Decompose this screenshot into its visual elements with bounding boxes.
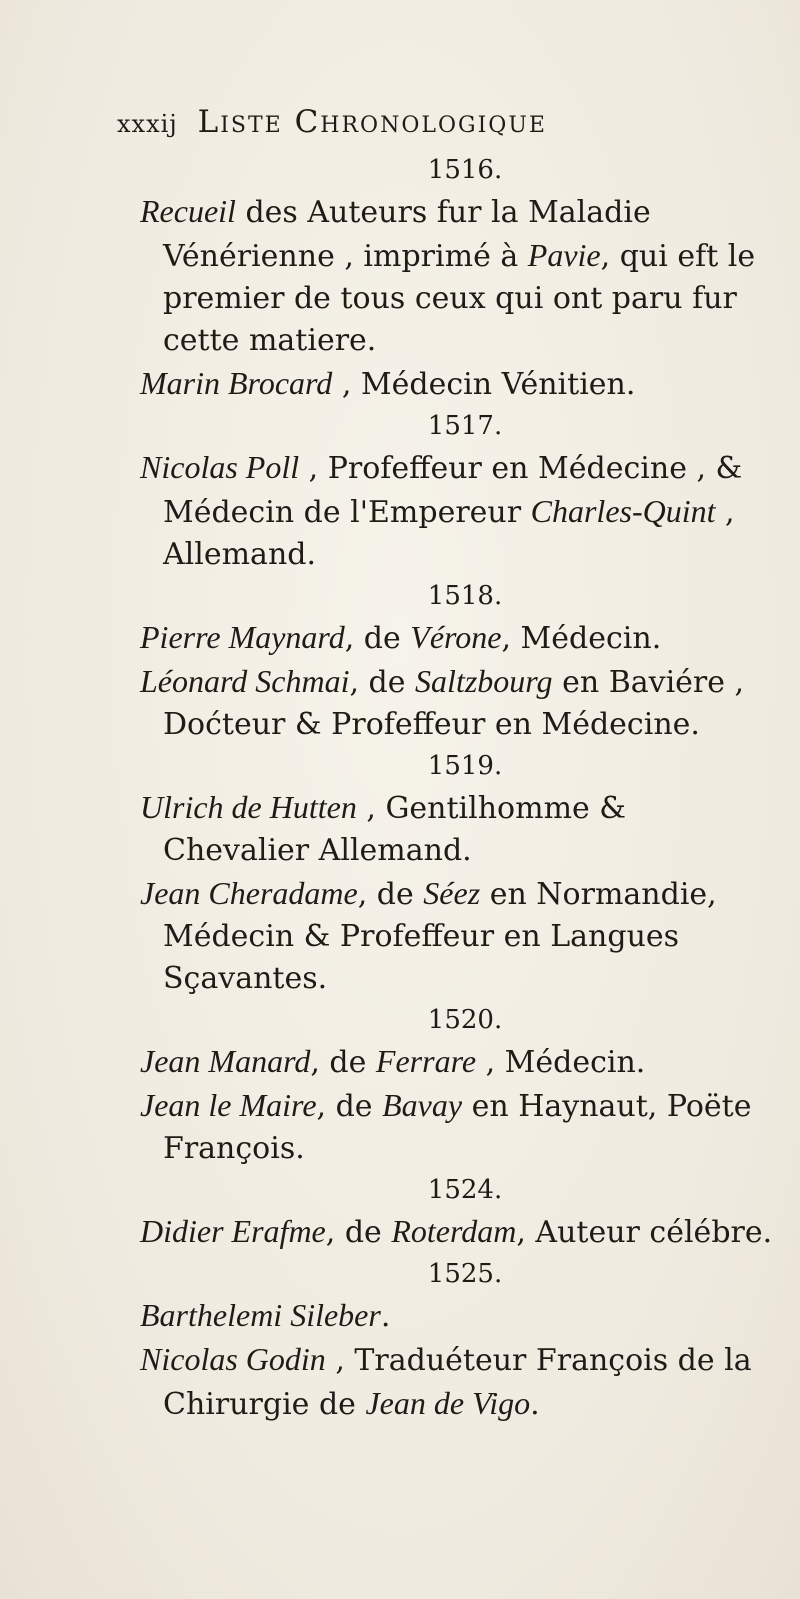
list-item bbox=[140, 1338, 780, 1426]
entry-name-italic: Ulrich de Hutten bbox=[140, 789, 357, 825]
entry-text: , de bbox=[325, 1215, 392, 1250]
entry-name-italic: Nicolas Poll bbox=[140, 449, 300, 485]
entry-name-italic: Jean Cheradame bbox=[140, 875, 358, 911]
entry-text: , Médecin. bbox=[476, 1045, 646, 1080]
entry-name-italic: Pierre Maynard bbox=[140, 619, 345, 655]
entry-name-italic: Recueil bbox=[140, 193, 236, 229]
entry-name-italic: Vérone bbox=[410, 619, 502, 655]
list-item bbox=[140, 1040, 780, 1084]
entry-name-italic: Nicolas Godin bbox=[140, 1341, 326, 1377]
entry-name-italic: Jean Manard bbox=[140, 1043, 311, 1079]
entry-name-italic: Marin Brocard bbox=[140, 365, 333, 401]
entry-text: . bbox=[530, 1387, 540, 1422]
entry-text: , Médecin Vénitien. bbox=[332, 367, 636, 402]
entry-text: en Baviére , Doćteur & Profeffeur en Médecine. bbox=[163, 665, 745, 742]
chronological-list bbox=[140, 150, 780, 1426]
list-item bbox=[140, 872, 780, 1000]
year-heading: 1525. bbox=[427, 1259, 503, 1289]
entry-name-italic: Jean le Maire bbox=[140, 1087, 317, 1123]
year-heading: 1519. bbox=[427, 751, 503, 781]
entry-text: des Auteurs fur la Maladie Vénérienne , imprimé à bbox=[163, 195, 651, 274]
list-item bbox=[140, 362, 780, 406]
entry-name-italic: Jean de Vigo bbox=[365, 1385, 531, 1421]
entry-name-italic: Charles-Quint bbox=[530, 493, 716, 529]
year-heading: 1517. bbox=[427, 411, 503, 441]
list-item bbox=[140, 616, 780, 660]
entry-text: , de bbox=[357, 877, 424, 912]
entry-text: , Médecin. bbox=[501, 621, 662, 656]
entry-text: , qui eft le premier de tous ceux qui ont paru fur cette matiere. bbox=[163, 239, 756, 358]
entry-text: . bbox=[380, 1299, 391, 1334]
entry-text: , de bbox=[316, 1089, 383, 1124]
entry-name-italic: Roterdam bbox=[391, 1213, 517, 1249]
entry-name-italic: Bavay bbox=[382, 1087, 463, 1123]
entry-text: en Haynaut, Poëte François. bbox=[163, 1089, 752, 1166]
list-item bbox=[140, 1210, 780, 1254]
running-header bbox=[117, 104, 547, 140]
entry-text: , Traduéteur François de la Chirurgie de bbox=[163, 1343, 752, 1422]
entry-name-italic: Léonard Schmai bbox=[140, 663, 350, 699]
entry-text: , de bbox=[344, 621, 411, 656]
list-item bbox=[140, 190, 780, 362]
entry-text: , Gentilhomme & Chevalier Allemand. bbox=[163, 791, 627, 868]
entry-text: , de bbox=[349, 665, 416, 700]
list-item bbox=[140, 1294, 780, 1338]
entry-text: , Profeffeur en Médecine , & Médecin de l'Empereur bbox=[163, 451, 743, 530]
entry-name-italic: Pavie bbox=[527, 237, 601, 273]
list-item bbox=[140, 446, 780, 576]
entry-text: , Auteur célébre. bbox=[516, 1215, 773, 1250]
entry-name-italic: Barthelemi Sileber bbox=[140, 1297, 381, 1333]
entry-name-italic: Saltzbourg bbox=[415, 663, 553, 699]
page-number: xxxij bbox=[117, 110, 178, 138]
page-title: Liste Chronologique bbox=[197, 104, 547, 140]
entry-name-italic: Séez bbox=[423, 875, 481, 911]
entry-name-italic: Ferrare bbox=[375, 1043, 477, 1079]
entry-text: en Normandie, Médecin & Profeffeur en Langues Sçavantes. bbox=[163, 877, 717, 996]
entry-text: , Allemand. bbox=[163, 495, 735, 572]
list-item bbox=[140, 660, 780, 746]
year-heading: 1520. bbox=[427, 1005, 503, 1035]
entry-name-italic: Didier Erafme bbox=[140, 1213, 326, 1249]
list-item bbox=[140, 1084, 780, 1170]
entry-text: , de bbox=[310, 1045, 376, 1080]
year-heading: 1524. bbox=[427, 1175, 503, 1205]
year-heading: 1516. bbox=[427, 155, 503, 185]
year-heading: 1518. bbox=[427, 581, 503, 611]
list-item bbox=[140, 786, 780, 872]
